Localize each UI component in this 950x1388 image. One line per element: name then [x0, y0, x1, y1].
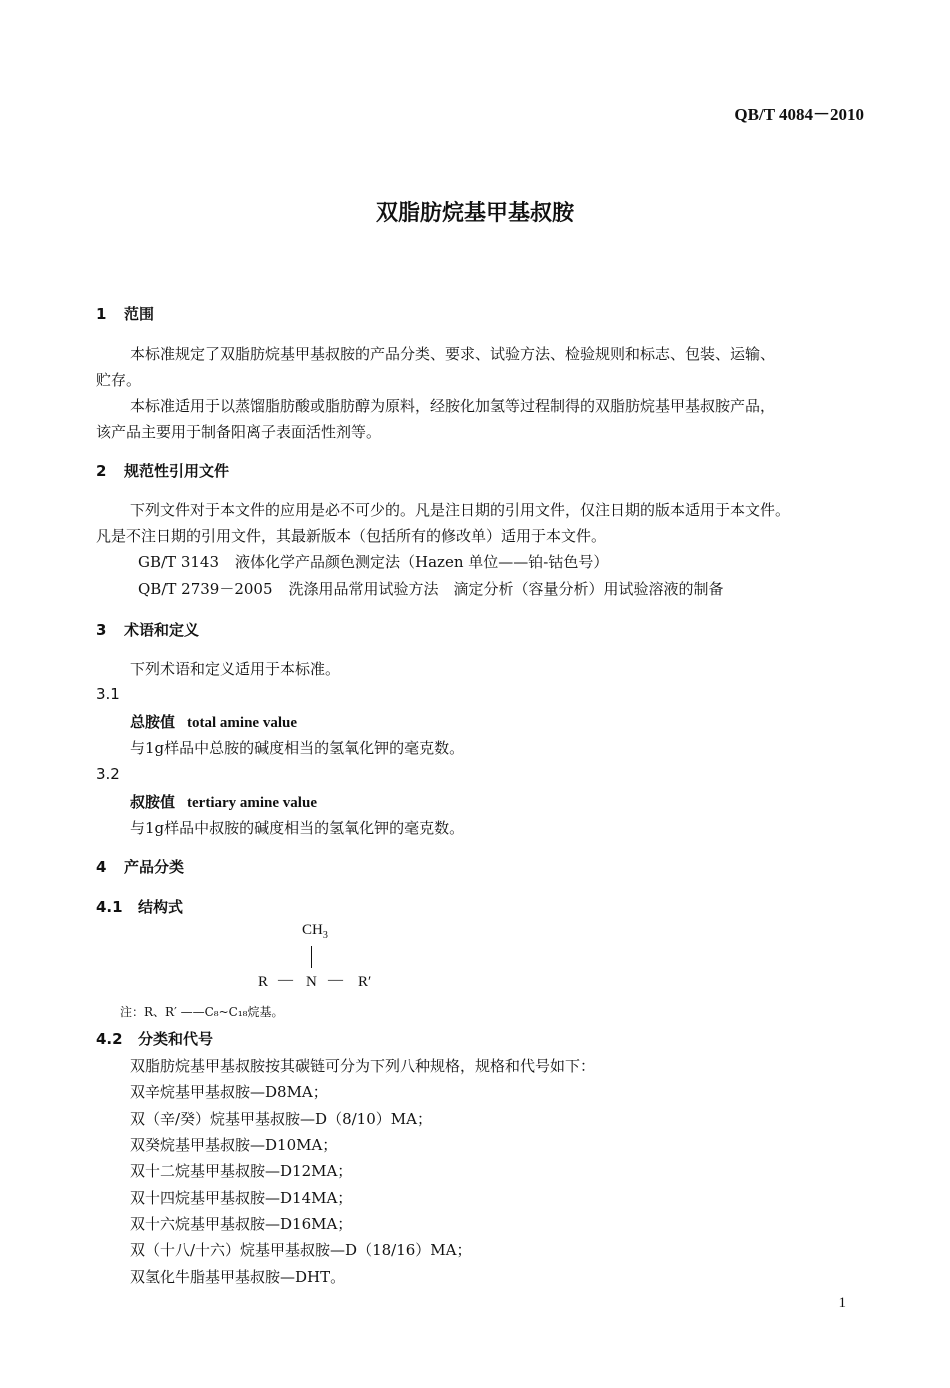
structural-formula	[250, 918, 400, 998]
formula-n: N	[306, 974, 317, 990]
list-item: 双辛烷基甲基叔胺—D8MA；	[130, 1083, 328, 1101]
formula-bond-right: —	[328, 972, 343, 988]
term-number: 3.2	[96, 765, 120, 783]
document-title: 双脂肪烷基甲基叔胺	[375, 201, 574, 226]
formula-ch3: $CH_3$	[302, 922, 328, 941]
paragraph: 下列文件对于本文件的应用是必不可少的。凡是注日期的引用文件，仅注日期的版本适用于本文件。	[130, 501, 791, 519]
list-item: 双十六烷基甲基叔胺—D16MA；	[130, 1215, 353, 1233]
standard-number: QB/T 4084－2010	[734, 105, 864, 124]
reference-item	[138, 551, 608, 572]
paragraph: 双脂肪烷基甲基叔胺按其碳链可分为下列八种规格，规格和代号如下：	[130, 1057, 596, 1075]
paragraph: 下列术语和定义适用于本标准。	[130, 660, 341, 678]
term-en: total amine value	[187, 715, 298, 731]
section-number: 2	[96, 462, 107, 480]
list-item: 双（辛/癸）烷基甲基叔胺—D（8/10）MA；	[130, 1110, 432, 1128]
paragraph: 本标准规定了双脂肪烷基甲基叔胺的产品分类、要求、试验方法、检验规则和标志、包装、运输、	[130, 345, 776, 363]
subsection-title: 结构式	[138, 898, 184, 916]
formula-r: R	[258, 974, 269, 990]
subsection-title: 分类和代号	[138, 1030, 214, 1048]
list-item: 双十二烷基甲基叔胺—D12MA；	[130, 1162, 353, 1180]
formula-r-prime: R′	[358, 974, 372, 990]
list-item: 双（十八/十六）烷基甲基叔胺—D（18/16）MA；	[130, 1241, 472, 1259]
term-zh: 叔胺值	[130, 793, 176, 811]
page-number: 1	[838, 1295, 846, 1311]
subsection-4-1-heading	[96, 896, 183, 917]
section-4-heading	[96, 856, 184, 877]
term-entry	[130, 791, 317, 812]
subsection-4-2-heading	[96, 1028, 213, 1049]
list-item: 双癸烷基甲基叔胺—D10MA；	[130, 1136, 338, 1154]
list-item: 双氢化牛脂基甲基叔胺—DHT。	[130, 1268, 346, 1286]
section-title: 规范性引用文件	[124, 462, 230, 480]
reference-code: QB/T 2739－2005	[138, 580, 273, 598]
section-title: 术语和定义	[124, 621, 200, 639]
paragraph: 本标准适用于以蒸馏脂肪酸或脂肪醇为原料，经胺化加氢等过程制得的双脂肪烷基甲基叔胺产品，	[130, 397, 776, 415]
formula-bond-left: —	[278, 972, 293, 988]
paragraph: 贮存。	[96, 371, 142, 389]
reference-item	[138, 578, 724, 599]
subsection-number: 4.1	[96, 898, 123, 916]
term-definition: 与1g样品中总胺的碱度相当的氢氧化钾的毫克数。	[130, 739, 465, 757]
term-zh: 总胺值	[130, 713, 176, 731]
paragraph: 该产品主要用于制备阳离子表面活性剂等。	[96, 423, 382, 441]
term-entry	[130, 711, 297, 732]
section-1-heading	[96, 303, 154, 324]
section-number: 3	[96, 621, 107, 639]
reference-title: 洗涤用品常用试验方法 滴定分析（容量分析）用试验溶液的制备	[288, 580, 724, 598]
term-number: 3.1	[96, 685, 120, 703]
section-number: 1	[96, 305, 107, 323]
section-title: 产品分类	[124, 858, 185, 876]
section-2-heading	[96, 460, 229, 481]
reference-code: GB/T 3143	[138, 553, 220, 571]
term-definition: 与1g样品中叔胺的碱度相当的氢氧化钾的毫克数。	[130, 819, 465, 837]
section-title: 范围	[124, 305, 155, 323]
term-en: tertiary amine value	[187, 795, 317, 811]
section-number: 4	[96, 858, 107, 876]
paragraph: 凡是不注日期的引用文件，其最新版本（包括所有的修改单）适用于本文件。	[96, 527, 607, 545]
formula-bond-vertical	[311, 946, 312, 968]
section-3-heading	[96, 619, 199, 640]
formula-note: 注：R、R′ ——C₈~C₁₈烷基。	[120, 1005, 284, 1019]
list-item: 双十四烷基甲基叔胺—D14MA；	[130, 1189, 353, 1207]
subsection-number: 4.2	[96, 1030, 123, 1048]
reference-title: 液体化学产品颜色测定法（Hazen 单位——铂-钴色号）	[235, 553, 609, 571]
